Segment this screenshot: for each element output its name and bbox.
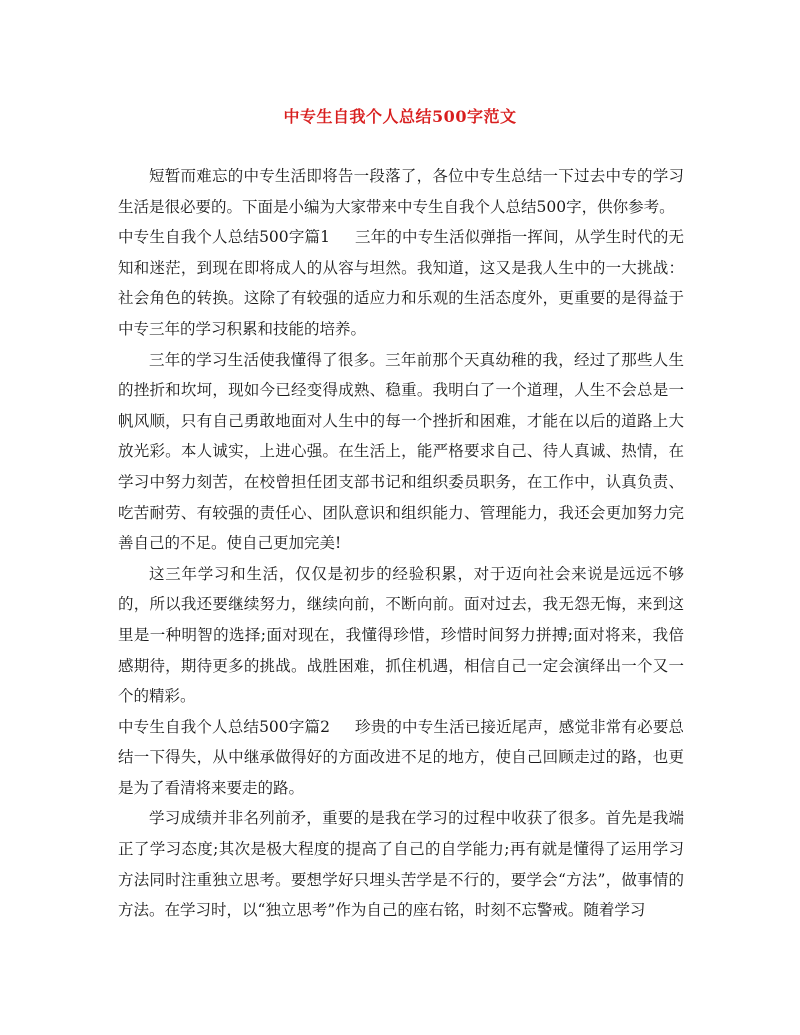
paragraph-section-1 <box>118 222 684 344</box>
paragraph-text: 这三年学习和生活，仅仅是初步的经验积累，对于迈向社会来说是远远不够的，所以我还要继续努力，继续向前，不断向前。面对过去，我无怨无悔，来到这里是一种明智的选择;面对现在，我懂得珍惜，珍惜时间努力拼搏;面对将来，我倍感期待，期待更多的挑战。战胜困难，抓住机遇，相信自己一定会演绎出一个又一个的精彩。 <box>118 564 684 706</box>
paragraph-body <box>118 345 684 559</box>
document-title: 中专生自我个人总结500字范文 <box>283 107 517 126</box>
section-heading: 中专生自我个人总结500字篇2 <box>118 717 331 736</box>
paragraph-intro <box>118 161 684 222</box>
paragraph-text: 学习成绩并非名列前矛，重要的是我在学习的过程中收获了很多。首先是我端正了学习态度;其次是极大程度的提高了自己的自学能力;再有就是懂得了运用学习方法同时注重独立思考。要想学好只埋头苦学是不行的，要学会“方法”，做事情的方法。在学习时，以“独立思考”作为自己的座右铭，时刻不忘警戒。随着学习 <box>118 809 684 920</box>
paragraph-body <box>118 559 684 712</box>
paragraph-text: 短暂而难忘的中专生活即将告一段落了，各位中专生总结一下过去中专的学习生活是很必要的。下面是小编为大家带来中专生自我个人总结500字，供你参考。 <box>118 167 684 216</box>
section-heading: 中专生自我个人总结500字篇1 <box>118 228 331 247</box>
paragraph-text: 三年的中专生活似弹指一挥间，从学生时代的无知和迷茫，到现在即将成人的从容与坦然。我知道，这又是我人生中的一大挑战：社会角色的转换。这除了有较强的适应力和乐观的生活态度外，更重要的是得益于中专三年的学习积累和技能的培养。 <box>118 228 684 338</box>
paragraph-section-2 <box>118 712 684 804</box>
document-body <box>118 161 684 926</box>
paragraph-body <box>118 803 684 925</box>
paragraph-text: 三年的学习生活使我懂得了很多。三年前那个天真幼稚的我，经过了那些人生的挫折和坎坷，现如今已经变得成熟、稳重。我明白了一个道理，人生不会总是一帆风顺，只有自己勇敢地面对人生中的每一个挫折和困难，才能在以后的道路上大放光彩。本人诚实，上进心强。在生活上，能严格要求自己、待人真诚、热情，在学习中努力刻苦，在校曾担任团支部书记和组织委员职务，在工作中，认真负责、吃苦耐劳、有较强的责任心、团队意识和组织能力、管理能力，我还会更加努力完善自己的不足。使自己更加完美! <box>118 350 684 553</box>
paragraph-text: 珍贵的中专生活已接近尾声，感觉非常有必要总结一下得失，从中继承做得好的方面改进不足的地方，使自己回顾走过的路，也更是为了看清将来要走的路。 <box>118 717 684 797</box>
